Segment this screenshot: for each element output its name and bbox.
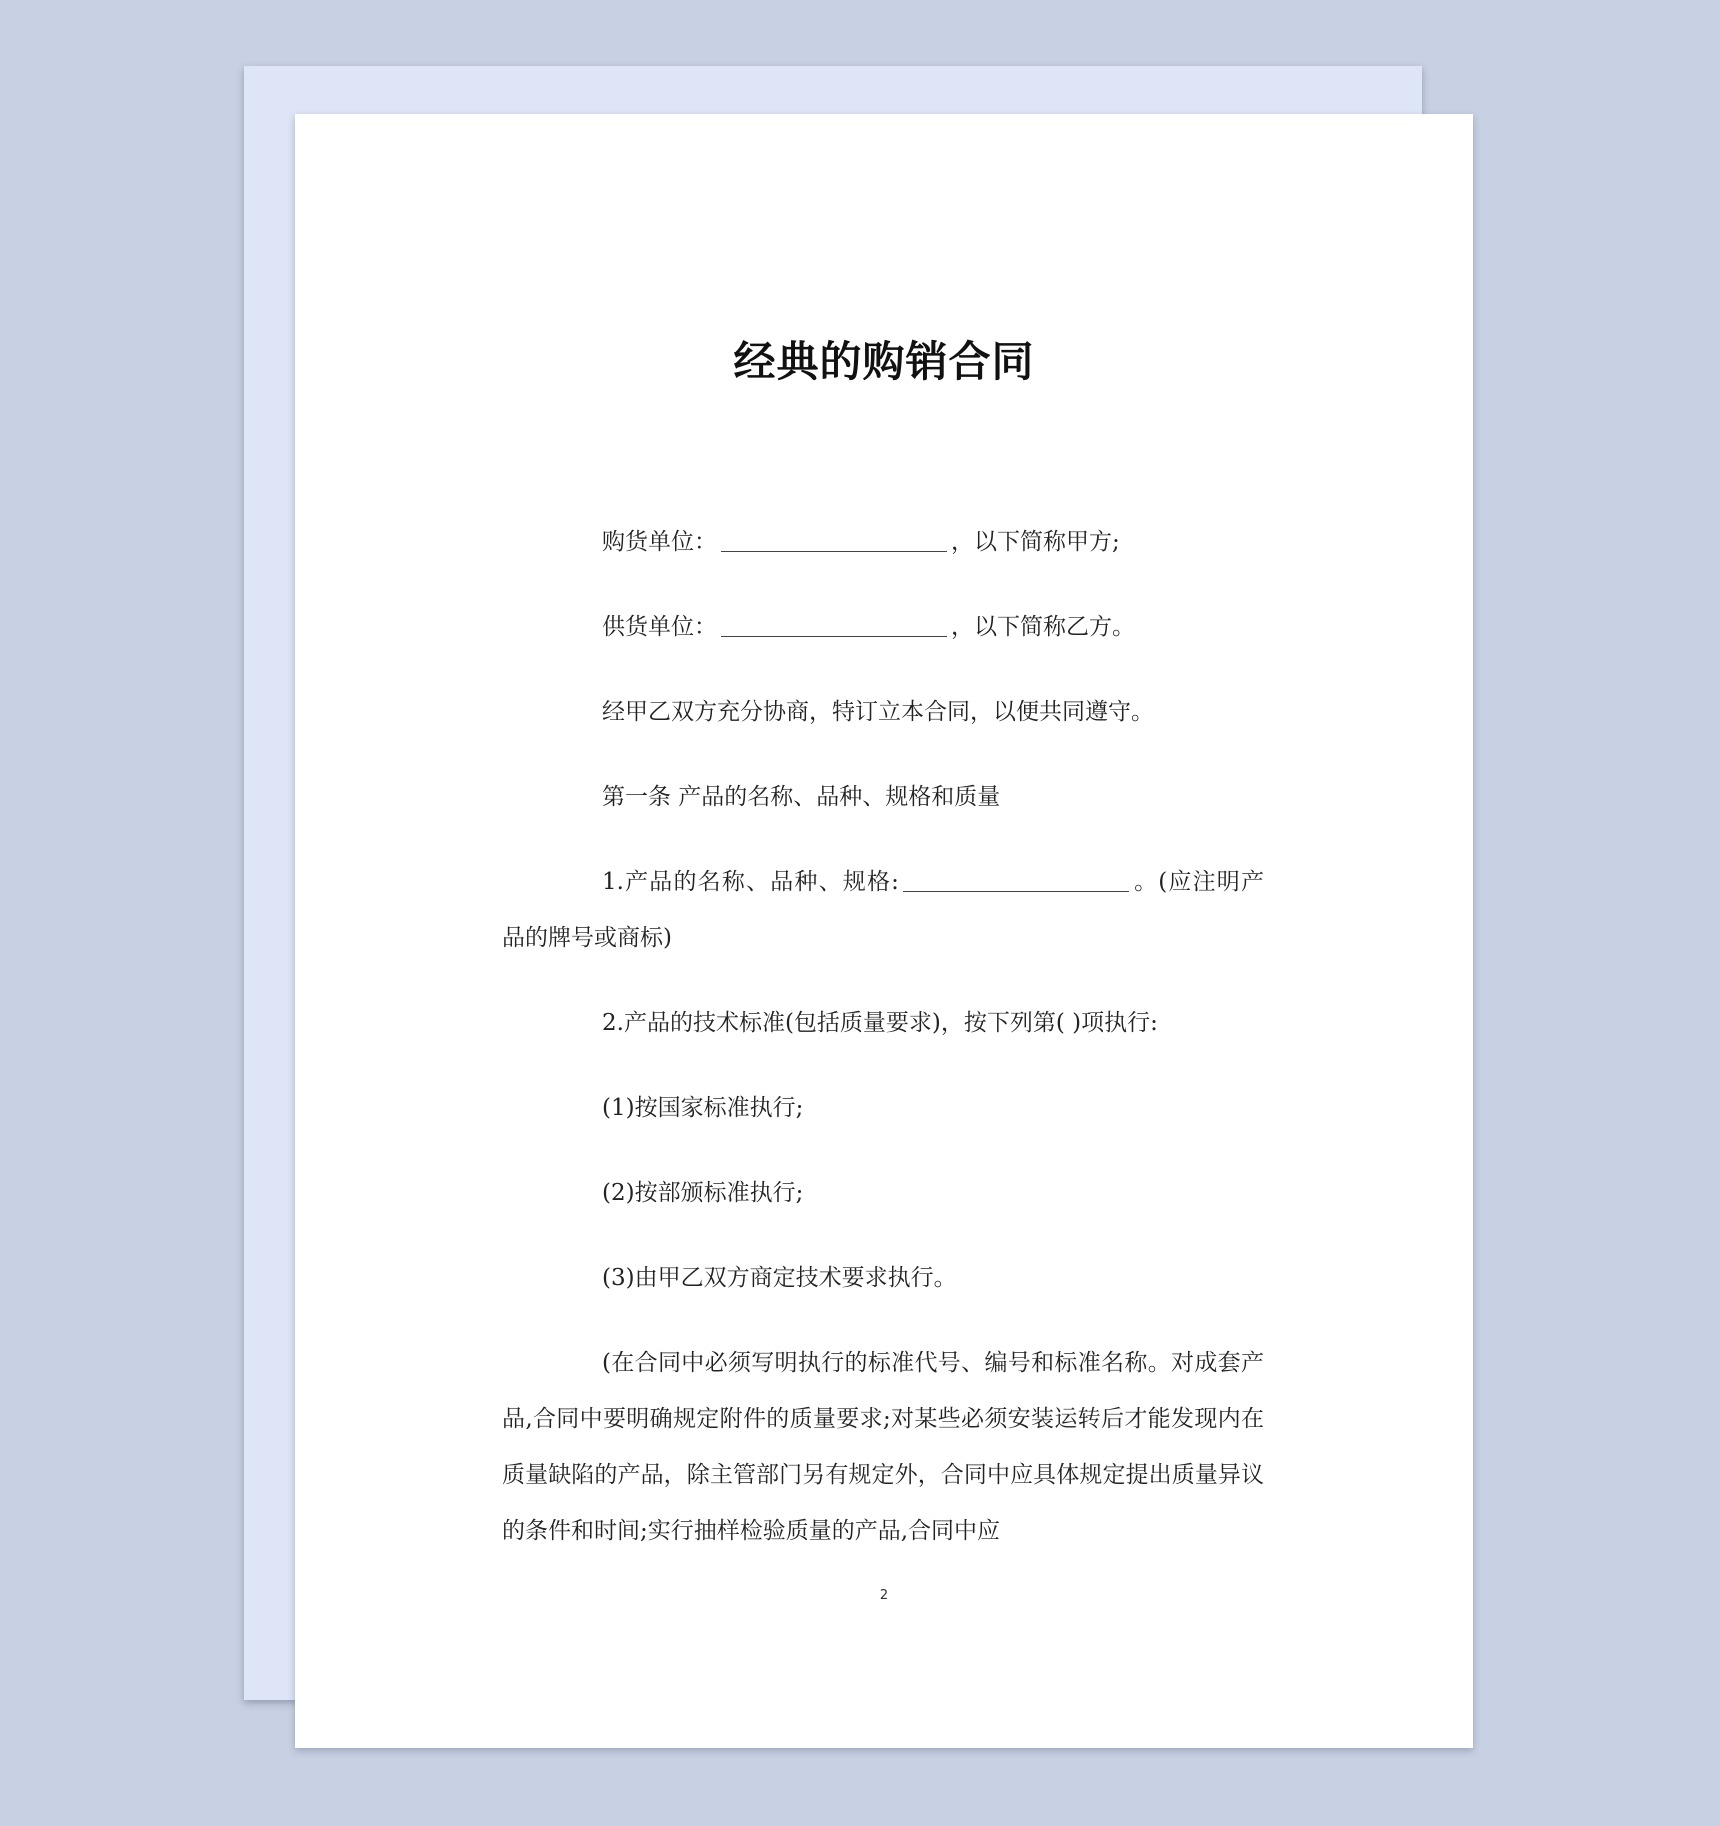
item-1-label: 1.产品的名称、品种、规格: xyxy=(602,869,899,895)
article-1-heading: 第一条 产品的名称、品种、规格和质量 xyxy=(602,784,1001,810)
page-number: 2 xyxy=(879,1588,889,1603)
buyer-label: 购货单位： xyxy=(602,529,717,555)
seller-line xyxy=(502,599,1264,655)
document-page xyxy=(295,114,1473,1748)
buyer-blank-field xyxy=(721,521,947,552)
item-1-blank-field xyxy=(903,861,1129,892)
item-2-paragraph: 2.产品的技术标准(包括质量要求)，按下列第( )项执行: xyxy=(602,1010,1158,1036)
intro-paragraph: 经甲乙双方充分协商，特订立本合同，以便共同遵守。 xyxy=(602,699,1154,725)
buyer-suffix: ，以下简称甲方; xyxy=(951,529,1120,555)
note-paragraph: (在合同中必须写明执行的标准代号、编号和标准名称。对成套产品,合同中要明确规定附件的质量要求;对某些必须安装运转后才能发现内在质量缺陷的产品，除主管部门另有规定外，合同中应具体规定提出质量异议的条件和时间;实行抽样检验质量的产品,合同中应 xyxy=(502,1350,1264,1544)
item-1-suffix: 。(应注明产品的牌号或商标) xyxy=(502,869,1264,951)
seller-label: 供货单位： xyxy=(602,614,717,640)
seller-blank-field xyxy=(721,606,947,637)
document-body xyxy=(502,514,1264,1588)
document-title: 经典的购销合同 xyxy=(733,337,1035,386)
option-2: (2)按部颁标准执行; xyxy=(602,1180,804,1206)
option-1: (1)按国家标准执行; xyxy=(602,1095,804,1121)
buyer-line xyxy=(502,514,1264,570)
item-1-paragraph xyxy=(502,854,1264,966)
option-3: (3)由甲乙双方商定技术要求执行。 xyxy=(602,1265,957,1291)
seller-suffix: ，以下简称乙方。 xyxy=(951,614,1135,640)
